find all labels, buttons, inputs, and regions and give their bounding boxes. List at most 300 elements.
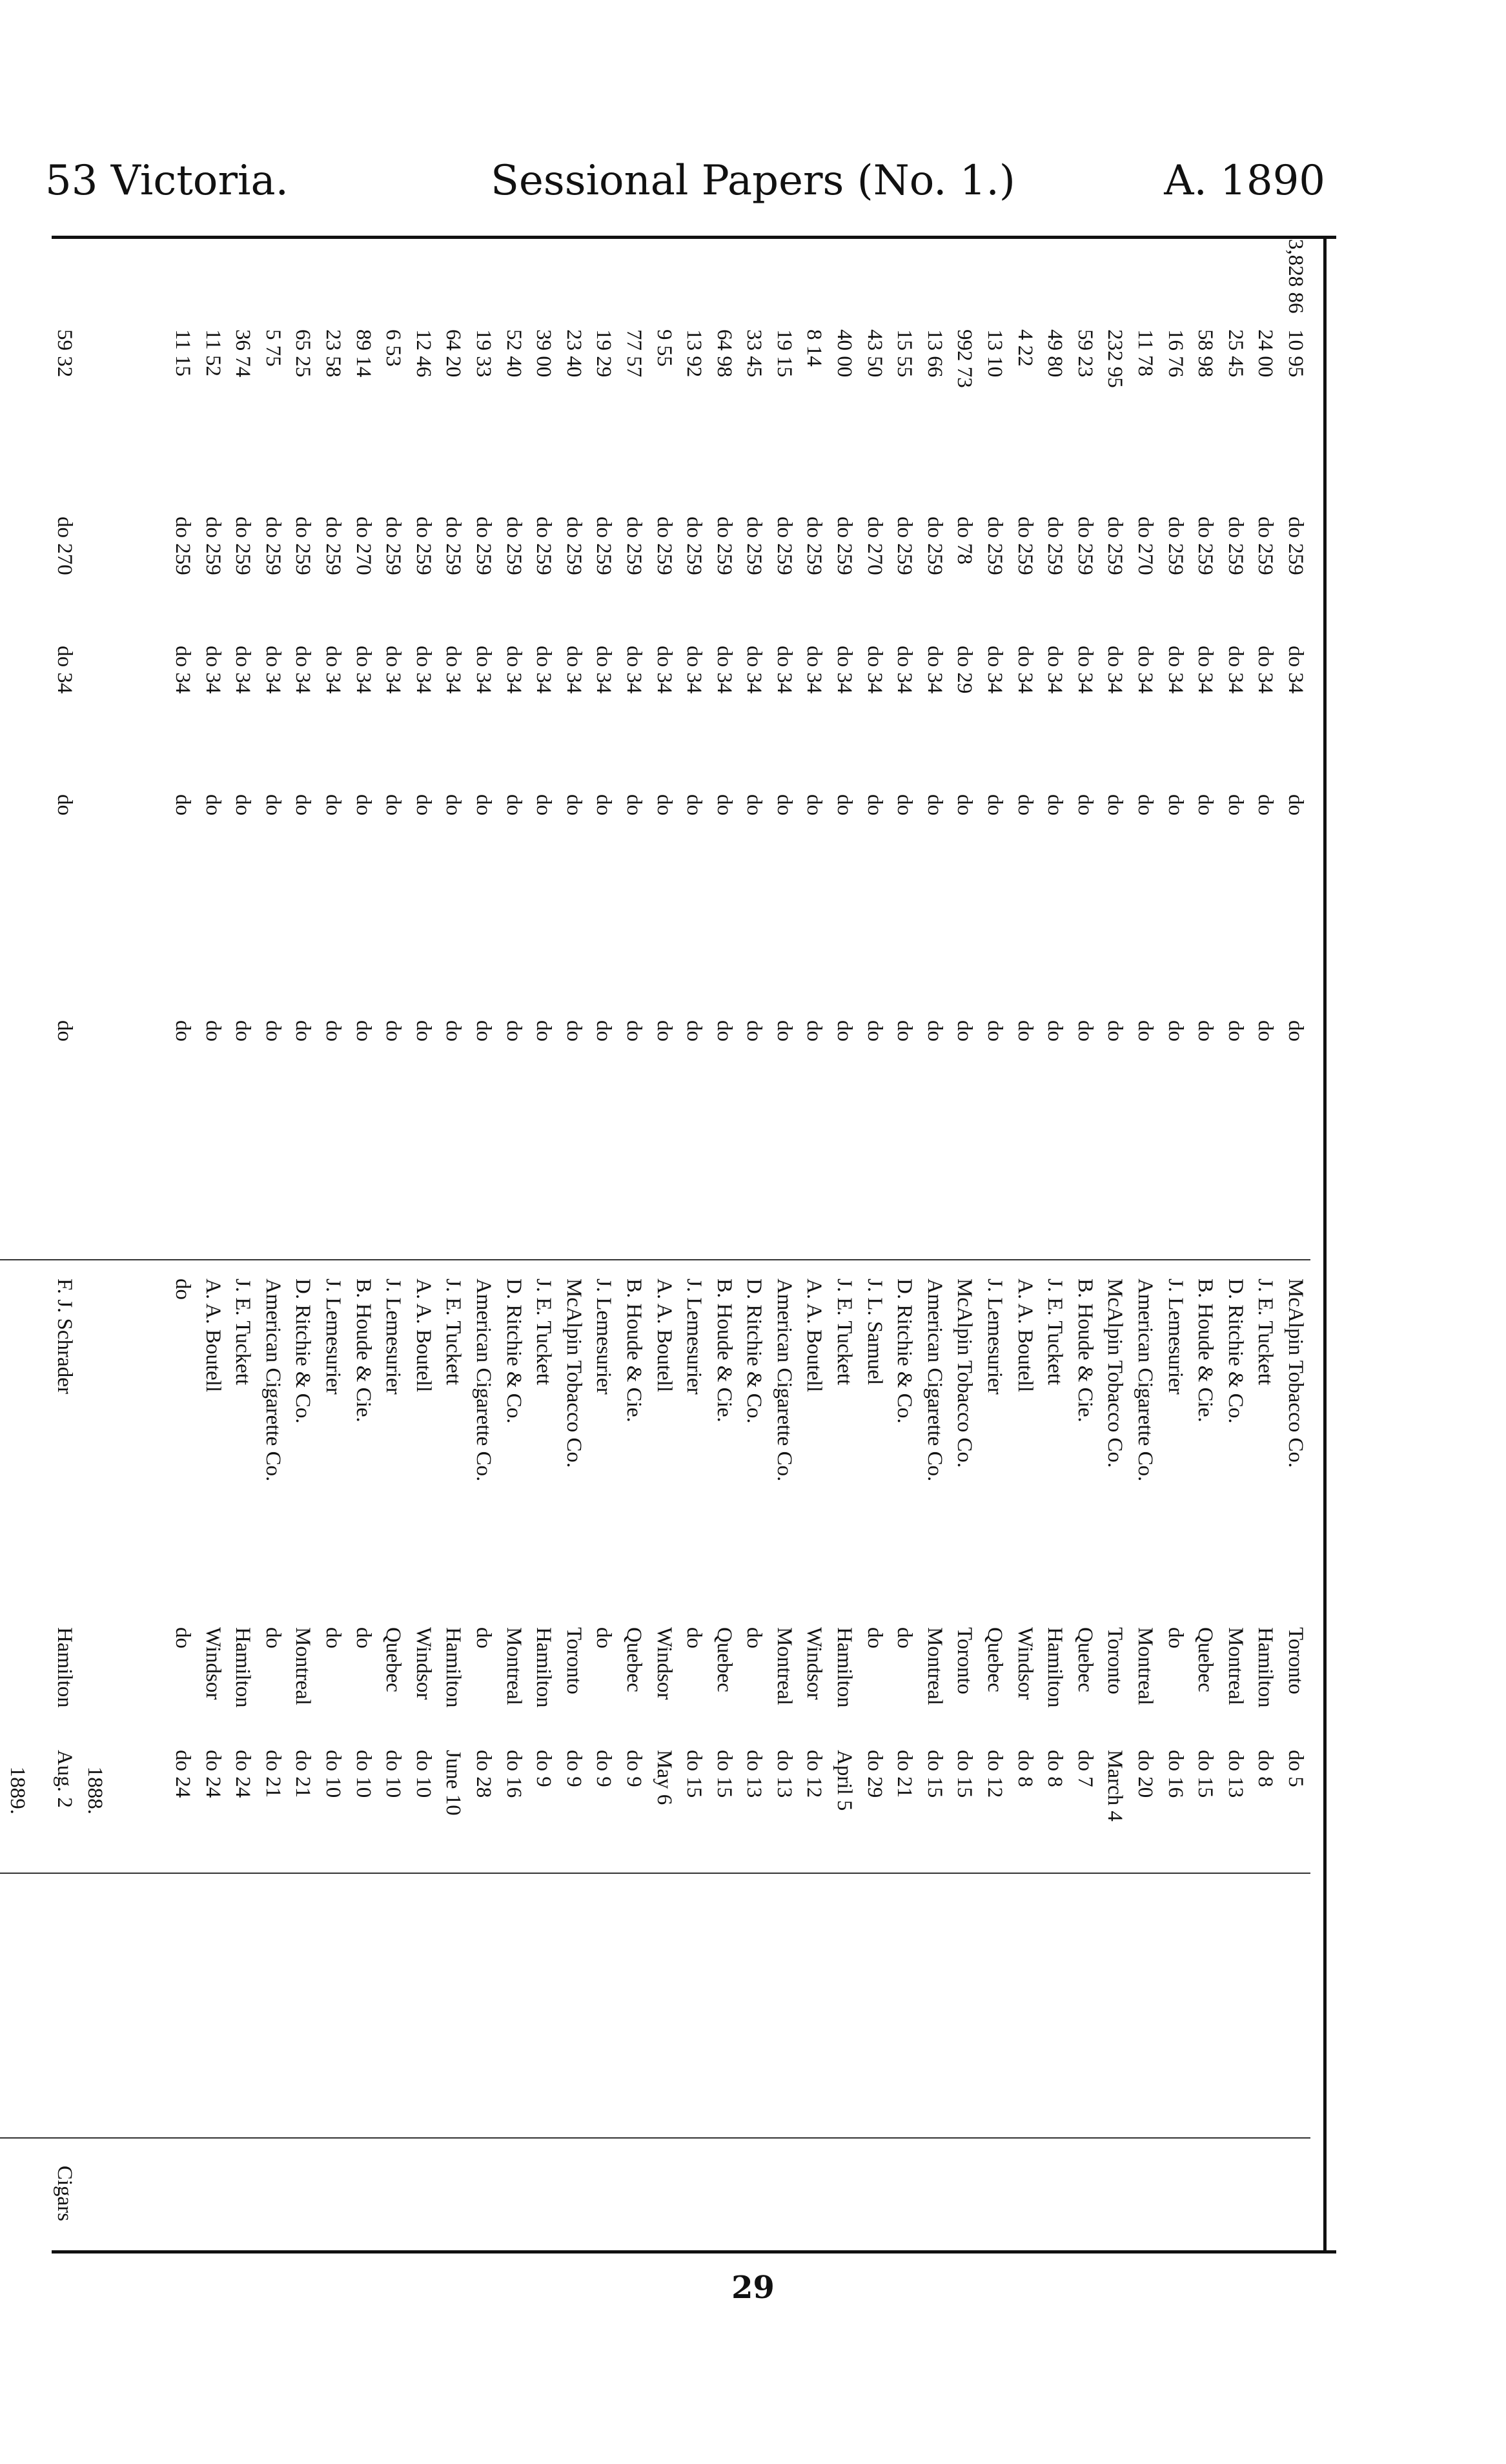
cell-d1: do xyxy=(802,1020,826,1042)
year-label: 1889. xyxy=(6,1766,29,1814)
cell-date: do 15 xyxy=(953,1750,977,1798)
cell-place: Toronto xyxy=(953,1627,977,1695)
cell-place: Quebec xyxy=(712,1627,736,1692)
table-row xyxy=(709,245,739,2234)
cell-mfr: A. A. Boutell xyxy=(1013,1278,1037,1393)
cell-d3: do 34 xyxy=(833,646,857,694)
column-rule xyxy=(0,1873,1310,1874)
cell-mfr: American Cigarette Co. xyxy=(1134,1278,1157,1482)
cell-mfr: American Cigarette Co. xyxy=(922,1278,946,1482)
cell-mfr: J. Lemesurier xyxy=(321,1278,345,1395)
cell-d1: do xyxy=(532,1020,556,1042)
cell-amt: 89 14 xyxy=(351,329,375,378)
cell-mfr: J. E. Tuckett xyxy=(1043,1278,1067,1386)
table-row xyxy=(288,245,318,2234)
cell-d1: do xyxy=(1223,1020,1247,1042)
cell-d3: do 34 xyxy=(351,646,375,694)
cell-place: do xyxy=(592,1627,616,1648)
cell-date: do 10 xyxy=(411,1750,435,1798)
table-row xyxy=(0,245,2,2234)
cell-amt: 43 50 xyxy=(862,329,886,378)
table-row xyxy=(408,245,438,2234)
cell-place: do xyxy=(261,1627,285,1648)
cell-d1: do xyxy=(201,1020,225,1042)
cell-date: do 7 xyxy=(1073,1750,1097,1787)
cell-d1: do xyxy=(411,1020,435,1042)
cell-amt: 232 95 xyxy=(1103,329,1127,388)
cell-d2: do xyxy=(1194,794,1217,816)
table-group xyxy=(50,245,110,2234)
cell-place: Hamilton xyxy=(231,1627,255,1708)
cell-amt: 52 40 xyxy=(502,329,525,378)
cell-d1: do xyxy=(1284,1020,1307,1042)
cell-d2: do xyxy=(1134,794,1157,816)
cell-mfr: J. Lemesurier xyxy=(382,1278,405,1395)
cell-d2: do xyxy=(742,794,766,816)
cell-date: do 21 xyxy=(261,1750,285,1798)
cell-mfr: McAlpin Tobacco Co. xyxy=(562,1278,585,1468)
cell-mfr: do xyxy=(171,1278,195,1300)
cell-mfr: J. Lemesurier xyxy=(983,1278,1007,1395)
table-row xyxy=(799,245,829,2234)
cell-d4: do 270 xyxy=(351,517,375,575)
cell-place: do xyxy=(742,1627,766,1648)
cell-place: Montreal xyxy=(1134,1627,1157,1705)
cell-d2: do xyxy=(201,794,225,816)
cell-mfr: D. Ritchie & Co. xyxy=(502,1278,525,1424)
cell-d4: do 259 xyxy=(652,517,676,575)
cell-amt: 992 73 xyxy=(953,329,977,388)
cell-d3: do 34 xyxy=(1134,646,1157,694)
cell-amt: 40 00 xyxy=(833,329,857,378)
cell-date: do 15 xyxy=(922,1750,946,1798)
table-row xyxy=(438,245,469,2234)
header-session: 53 Victoria. xyxy=(45,157,289,205)
rotated-table xyxy=(6,239,1310,2234)
cell-d1: do xyxy=(682,1020,706,1042)
cell-place: Hamilton xyxy=(532,1627,556,1708)
cell-place: Toronto xyxy=(1103,1627,1127,1695)
header-year: A. 1890 xyxy=(1164,157,1325,205)
cell-d4: do 78 xyxy=(953,517,977,565)
table-row xyxy=(529,245,559,2234)
cell-d4: do 259 xyxy=(562,517,585,575)
cell-amt: 39 00 xyxy=(532,329,556,378)
cell-d4: do 259 xyxy=(321,517,345,575)
cell-d3: do 34 xyxy=(171,646,195,694)
cell-d1: do xyxy=(471,1020,495,1042)
cell-d4: do 259 xyxy=(922,517,946,575)
cell-place: do xyxy=(321,1627,345,1648)
table-row xyxy=(859,245,890,2234)
table-row xyxy=(950,245,980,2234)
cell-d2: do xyxy=(922,794,946,816)
cell-date: do 15 xyxy=(682,1750,706,1798)
cell-d3: do 34 xyxy=(471,646,495,694)
cell-d3: do 34 xyxy=(53,646,77,694)
cell-date: do 13 xyxy=(742,1750,766,1798)
column-rule xyxy=(0,2137,1310,2139)
cell-mfr: B. Houde & Cie. xyxy=(1073,1278,1097,1422)
cell-d3: do 34 xyxy=(712,646,736,694)
cell-d4: do 259 xyxy=(1194,517,1217,575)
cell-amt: 5 75 xyxy=(261,329,285,367)
cell-d3: do 34 xyxy=(291,646,315,694)
cell-amt: 64 20 xyxy=(442,329,465,378)
cell-d2: do xyxy=(1223,794,1247,816)
table-row xyxy=(1220,245,1250,2234)
cell-d2: do xyxy=(502,794,525,816)
cell-d1: do xyxy=(922,1020,946,1042)
cell-d2: do xyxy=(802,794,826,816)
cell-d1: do xyxy=(742,1020,766,1042)
cell-mfr: J. E. Tuckett xyxy=(532,1278,556,1386)
cell-amt: 16 76 xyxy=(1163,329,1187,378)
cell-d1: do xyxy=(231,1020,255,1042)
cell-d2: do xyxy=(532,794,556,816)
cell-d1: do xyxy=(862,1020,886,1042)
table-row xyxy=(1040,245,1070,2234)
cell-d4: do 259 xyxy=(532,517,556,575)
cell-d3: do 34 xyxy=(802,646,826,694)
table-border xyxy=(1323,239,1327,2254)
cell-date: do 29 xyxy=(862,1750,886,1798)
cell-d4: do 259 xyxy=(471,517,495,575)
table-row xyxy=(198,245,228,2234)
table-row xyxy=(979,245,1010,2234)
cell-mfr: J. Lemesurier xyxy=(1163,1278,1187,1395)
cell-date: do 24 xyxy=(171,1750,195,1798)
cell-d4: do 259 xyxy=(502,517,525,575)
page-number: 29 xyxy=(731,2270,775,2306)
cell-d1: do xyxy=(1134,1020,1157,1042)
cell-mfr: A. A. Boutell xyxy=(411,1278,435,1393)
cell-d3: do 34 xyxy=(893,646,917,694)
cell-amt: 13 66 xyxy=(922,329,946,378)
table-group xyxy=(0,245,32,2234)
cell-mfr: F. J. Schrader xyxy=(53,1278,77,1394)
cell-amt: 12 46 xyxy=(411,329,435,378)
cell-place: Hamilton xyxy=(1043,1627,1067,1708)
cell-place: Hamilton xyxy=(1254,1627,1277,1708)
header-title: Sessional Papers (No. 1.) xyxy=(491,157,1015,205)
cell-d2: do xyxy=(231,794,255,816)
cell-d4: do 259 xyxy=(382,517,405,575)
table-row xyxy=(348,245,378,2234)
cell-date: do 12 xyxy=(802,1750,826,1798)
table-row xyxy=(890,245,920,2234)
cell-d3: do 34 xyxy=(231,646,255,694)
cell-d1: do xyxy=(1043,1020,1067,1042)
cell-d3: do 34 xyxy=(652,646,676,694)
table-row xyxy=(468,245,498,2234)
cell-d3: do 34 xyxy=(983,646,1007,694)
cell-d1: do xyxy=(953,1020,977,1042)
table-row xyxy=(258,245,288,2234)
cell-date: March 4 xyxy=(1103,1750,1127,1822)
cell-d1: do xyxy=(1194,1020,1217,1042)
cell-mfr: B. Houde & Cie. xyxy=(351,1278,375,1422)
table-row xyxy=(649,245,679,2234)
cell-mfr: American Cigarette Co. xyxy=(772,1278,796,1482)
cell-d2: do xyxy=(382,794,405,816)
cell-d3: do 29 xyxy=(953,646,977,694)
cell-d1: do xyxy=(772,1020,796,1042)
cell-date: do 10 xyxy=(382,1750,405,1798)
cell-date: do 15 xyxy=(712,1750,736,1798)
table-row xyxy=(228,245,258,2234)
cell-mfr xyxy=(0,1278,2,1614)
cell-d1: do xyxy=(1254,1020,1277,1042)
cell-place: Windsor xyxy=(201,1627,225,1700)
cell-mfr: D. Ritchie & Co. xyxy=(1223,1278,1247,1424)
table-row xyxy=(1130,245,1160,2234)
table-row xyxy=(318,245,348,2234)
cell-d1: do xyxy=(171,1020,195,1042)
cell-place: Quebec xyxy=(983,1627,1007,1692)
cell-date: do 20 xyxy=(1134,1750,1157,1798)
cell-d4: do 259 xyxy=(1103,517,1127,575)
table-row xyxy=(769,245,799,2234)
cell-place: Montreal xyxy=(291,1627,315,1705)
table-row xyxy=(1190,245,1221,2234)
table-row xyxy=(558,245,589,2234)
cell-d2: do xyxy=(1103,794,1127,816)
bottom-rule xyxy=(52,2250,1336,2254)
cell-amt: 11 15 xyxy=(171,329,195,377)
cell-amt: 4 22 xyxy=(1013,329,1037,367)
cell-d2: do xyxy=(833,794,857,816)
cell-amt: 11 78 xyxy=(1134,329,1157,377)
cell-d3: do 34 xyxy=(742,646,766,694)
cell-d2: do xyxy=(682,794,706,816)
cell-date: do 8 xyxy=(1013,1750,1037,1787)
cell-d2: do xyxy=(592,794,616,816)
table-row xyxy=(1010,245,1040,2234)
cell-place: do xyxy=(893,1627,917,1648)
cell-place: Montreal xyxy=(772,1627,796,1705)
cell-date: do 28 xyxy=(471,1750,495,1798)
cell-date: April 5 xyxy=(833,1750,857,1811)
cell-total xyxy=(0,239,2,298)
cell-mfr: McAlpin Tobacco Co. xyxy=(1284,1278,1307,1468)
cell-d4: do 259 xyxy=(231,517,255,575)
cell-d2 xyxy=(0,794,2,816)
cell-mfr: J. E. Tuckett xyxy=(231,1278,255,1386)
cell-mfr: A. A. Boutell xyxy=(802,1278,826,1393)
cell-amt: 23 40 xyxy=(562,329,585,378)
cell-d2: do xyxy=(1284,794,1307,816)
cell-amt: 24 00 xyxy=(1254,329,1277,378)
cell-d2: do xyxy=(291,794,315,816)
cell-place: Quebec xyxy=(1073,1627,1097,1692)
cell-d1 xyxy=(0,1020,2,1042)
cell-d1: do xyxy=(1013,1020,1037,1042)
cell-d3: do 34 xyxy=(442,646,465,694)
cell-amt: 19 33 xyxy=(471,329,495,378)
cell-date: do 10 xyxy=(351,1750,375,1798)
cell-d3: do 34 xyxy=(502,646,525,694)
cell-date: do 9 xyxy=(562,1750,585,1787)
cell-amt xyxy=(0,329,2,377)
cell-d1: do xyxy=(291,1020,315,1042)
cell-d3: do 34 xyxy=(261,646,285,694)
cell-place: do xyxy=(1163,1627,1187,1648)
cell-place: do xyxy=(471,1627,495,1648)
cell-amt: 10 95 xyxy=(1284,329,1307,378)
cell-d1: do xyxy=(261,1020,285,1042)
cell-d2: do xyxy=(712,794,736,816)
cell-mfr: J. L. Samuel xyxy=(862,1278,886,1385)
cell-mfr: J. Lemesurier xyxy=(592,1278,616,1395)
cell-amt: 58 98 xyxy=(1194,329,1217,378)
cell-d1: do xyxy=(893,1020,917,1042)
cell-date: May 6 xyxy=(652,1750,676,1805)
cell-d2: do xyxy=(1163,794,1187,816)
cell-date: do 21 xyxy=(893,1750,917,1798)
cell-date xyxy=(0,1750,2,1847)
cell-amt: 49 80 xyxy=(1043,329,1067,378)
cell-d3: do 34 xyxy=(532,646,556,694)
cell-mfr: J. E. Tuckett xyxy=(442,1278,465,1386)
cell-d4: do 270 xyxy=(53,517,77,575)
cell-d3: do 34 xyxy=(1103,646,1127,694)
cell-date: do 16 xyxy=(1163,1750,1187,1798)
column-rule xyxy=(0,1259,1310,1260)
cell-d3: do 34 xyxy=(1163,646,1187,694)
cell-d1: do xyxy=(562,1020,585,1042)
table-row xyxy=(50,245,80,2234)
cell-d2: do xyxy=(562,794,585,816)
cell-d1: do xyxy=(442,1020,465,1042)
cell-d1: do xyxy=(351,1020,375,1042)
cell-d1: do xyxy=(712,1020,736,1042)
cell-d4: do 259 xyxy=(682,517,706,575)
cell-d4: do 259 xyxy=(1254,517,1277,575)
cell-amt: 6 53 xyxy=(382,329,405,367)
cell-mfr: J. E. Tuckett xyxy=(833,1278,857,1386)
cell-d2: do xyxy=(1043,794,1067,816)
cell-d2: do xyxy=(411,794,435,816)
cell-place: Quebec xyxy=(1194,1627,1217,1692)
cell-mfr: American Cigarette Co. xyxy=(261,1278,285,1482)
cell-place: Windsor xyxy=(652,1627,676,1700)
cell-d4: do 259 xyxy=(1284,517,1307,575)
table-row xyxy=(498,245,529,2234)
table-row xyxy=(919,245,950,2234)
cell-mfr: D. Ritchie & Co. xyxy=(893,1278,917,1424)
cell-d1: do xyxy=(1073,1020,1097,1042)
cell-d2: do xyxy=(622,794,646,816)
table-row xyxy=(829,245,860,2234)
cell-amt: 77 57 xyxy=(622,329,646,378)
cell-d1: do xyxy=(321,1020,345,1042)
cell-d2: do xyxy=(1013,794,1037,816)
cell-mfr: A. A. Boutell xyxy=(201,1278,225,1393)
cell-d4: do 259 xyxy=(592,517,616,575)
cell-place: Windsor xyxy=(802,1627,826,1700)
table-row xyxy=(618,245,649,2234)
cell-d3: do 34 xyxy=(411,646,435,694)
table-row xyxy=(1160,245,1190,2234)
cell-d4: do 259 xyxy=(833,517,857,575)
cell-mfr: D. Ritchie & Co. xyxy=(742,1278,766,1424)
cell-date: do 9 xyxy=(532,1750,556,1787)
cell-d4: do 259 xyxy=(291,517,315,575)
cell-d4: do 259 xyxy=(893,517,917,575)
cell-total: 3,828 86 xyxy=(1284,239,1307,314)
cell-d4: do 259 xyxy=(1043,517,1067,575)
table-row xyxy=(679,245,709,2234)
cell-d4: do 259 xyxy=(171,517,195,575)
cell-mfr: McAlpin Tobacco Co. xyxy=(1103,1278,1127,1468)
cell-date: do 9 xyxy=(592,1750,616,1787)
top-rule xyxy=(52,236,1336,239)
cell-place: Hamilton xyxy=(53,1627,77,1708)
cell-amt: 64 98 xyxy=(712,329,736,378)
table-row xyxy=(378,245,409,2234)
cell-date: do 12 xyxy=(983,1750,1007,1798)
cell-date: do 24 xyxy=(231,1750,255,1798)
cell-d2: do xyxy=(171,794,195,816)
cell-d3: do 34 xyxy=(1223,646,1247,694)
cell-amt: 8 14 xyxy=(802,329,826,367)
cell-date: do 24 xyxy=(201,1750,225,1798)
cell-d2: do xyxy=(1254,794,1277,816)
cell-d2: do xyxy=(772,794,796,816)
table-row xyxy=(1280,239,1310,2234)
cell-d3: do 34 xyxy=(321,646,345,694)
cell-d2: do xyxy=(652,794,676,816)
cell-d2: do xyxy=(893,794,917,816)
cell-d2: do xyxy=(471,794,495,816)
cell-d4: do 259 xyxy=(1163,517,1187,575)
cell-place: Montreal xyxy=(1223,1627,1247,1705)
cell-d4: do 259 xyxy=(1013,517,1037,575)
cell-d2: do xyxy=(953,794,977,816)
cell-d1: do xyxy=(592,1020,616,1042)
cell-date: June 10 xyxy=(442,1750,465,1816)
cell-d4: do 259 xyxy=(1223,517,1247,575)
cell-date: do 8 xyxy=(1254,1750,1277,1787)
cell-d1: do xyxy=(622,1020,646,1042)
cell-amt: 59 23 xyxy=(1073,329,1097,378)
cell-d3: do 34 xyxy=(382,646,405,694)
cell-d1: do xyxy=(382,1020,405,1042)
cell-d3: do 34 xyxy=(1254,646,1277,694)
cell-d3: do 34 xyxy=(1013,646,1037,694)
cell-d1: do xyxy=(53,1020,77,1042)
cell-amt: 59 32 xyxy=(53,329,77,378)
cell-date: Aug. 2 xyxy=(53,1750,77,1808)
cell-mfr: B. Houde & Cie. xyxy=(1194,1278,1217,1422)
cell-date: do 5 xyxy=(1284,1750,1307,1787)
cell-place: do xyxy=(171,1627,195,1648)
cell-amt: 13 10 xyxy=(983,329,1007,378)
cell-mfr: McAlpin Tobacco Co. xyxy=(953,1278,977,1468)
cell-d3: do 34 xyxy=(862,646,886,694)
cell-place: Toronto xyxy=(1284,1627,1307,1695)
cell-place: Hamilton xyxy=(833,1627,857,1708)
cell-amt: 15 55 xyxy=(893,329,917,378)
cell-d3 xyxy=(0,646,2,693)
cell-d3: do 34 xyxy=(201,646,225,694)
year-label: 1888. xyxy=(83,1766,107,1814)
cell-amt: 65 25 xyxy=(291,329,315,378)
cell-d2: do xyxy=(321,794,345,816)
cell-date: do 9 xyxy=(622,1750,646,1787)
cell-amt: 19 15 xyxy=(772,329,796,378)
